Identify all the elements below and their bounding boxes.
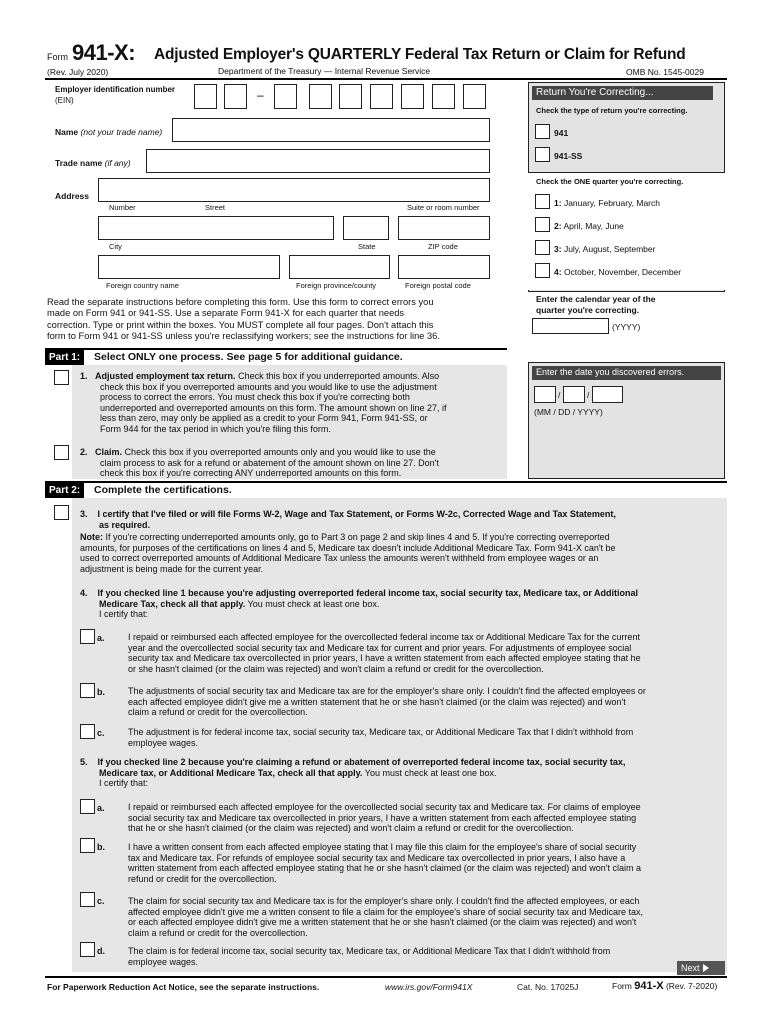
paperwork-notice: For Paperwork Reduction Act Notice, see the separate instructions. [47, 982, 320, 992]
checkbox-4c[interactable] [80, 724, 95, 739]
foreign-country-field[interactable] [98, 255, 280, 279]
ein-dash: – [257, 88, 264, 102]
foreign-province-label: Foreign province/county [296, 281, 377, 290]
ein-digit-7[interactable] [401, 84, 424, 109]
checkbox-q4[interactable] [535, 263, 550, 278]
line5a-letter: a. [97, 803, 105, 813]
checkbox-5d[interactable] [80, 942, 95, 957]
checkbox-5c[interactable] [80, 892, 95, 907]
checkbox-line1[interactable] [54, 370, 69, 385]
return-panel-title: Return You're Correcting... [532, 86, 713, 100]
date-slash-1: / [558, 390, 561, 400]
check-type-text: Check the type of return you're correcting. [536, 106, 688, 115]
omb-number: OMB No. 1545-0029 [626, 67, 704, 77]
date-day-field[interactable] [563, 386, 585, 403]
note-text: Note: If you're correcting underreported amounts only, go to Part 3 on page 2 and skip lines 4 and 5. If you're correcting overreported amounts, for purposes of the certifications on lines 4 and 5, Medicare tax doesn't include Additional Medicare Tax. Form 941-X can't be used to correct overreported amounts of Additional Medicare Tax unless the amounts weren't withheld from employee wages or an adjustment is being made for the current year. [80, 532, 616, 574]
line4b-letter: b. [97, 687, 105, 697]
next-label: Next [681, 963, 700, 973]
arrow-right-icon [703, 964, 709, 972]
q4-label: 4: October, November, December [554, 267, 682, 277]
address-street-field[interactable] [98, 178, 490, 202]
opt-941-label: 941 [554, 128, 569, 138]
line4a-text: I repaid or reimbursed each affected employee for the overcollected federal income tax or Additional Medicare Tax for the current year and the overcollected social security tax and Medicare tax for current and prior years. For adjustments of employee social security tax and Medicare tax overcollected in prior years, I have a written statement from each affected employee stating that he or she hasn't claimed (or the claim was rejected) and won't claim a refund or credit for the overcollection. [128, 632, 641, 674]
opt-941ss-label: 941-SS [554, 151, 583, 161]
checkbox-line2[interactable] [54, 445, 69, 460]
ein-digit-1[interactable] [194, 84, 217, 109]
trade-name-label: Trade name (if any) [55, 158, 131, 168]
ein-digit-5[interactable] [339, 84, 362, 109]
footer-form: Form 941-X (Rev. 7-2020) [612, 980, 718, 992]
foreign-province-field[interactable] [289, 255, 390, 279]
checkbox-q3[interactable] [535, 240, 550, 255]
intro-text: Read the separate instructions before completing this form. Use this form to correct errors you made on Form 941 or 941-SS. Use a separate Form 941-X for each quarter that needs correction. Type or print within the boxes. You MUST complete all four pages. Don't attach this form to Form 941 or 941-SS unless you're reclassifying workers; see the instructions for line 36. [47, 297, 440, 341]
zip-label: ZIP code [428, 242, 458, 251]
date-panel-title: Enter the date you discovered errors. [532, 366, 721, 380]
header-rule [45, 78, 727, 80]
date-year-field[interactable] [592, 386, 623, 403]
ein-digit-8[interactable] [432, 84, 455, 109]
line4-text: 4. If you checked line 1 because you're adjusting overreported federal income tax, social security tax, Medicare tax, or Additional Medicare Tax, check all that apply. You must check at least one box. I certify that: [80, 588, 639, 619]
trade-name-field[interactable] [146, 149, 490, 173]
state-field[interactable] [343, 216, 389, 240]
checkbox-q2[interactable] [535, 217, 550, 232]
rev-date: (Rev. July 2020) [47, 67, 109, 77]
checkbox-line3[interactable] [54, 505, 69, 520]
suite-label: Suite or room number [407, 203, 480, 212]
form-title: Adjusted Employer's QUARTERLY Federal Tax Return or Claim for Refund [154, 46, 686, 63]
line5-text: 5. If you checked line 2 because you're claiming a refund or abatement of overreported federal income tax, social security tax, Medicare tax, or Additional Medicare Tax, check all that apply. You must check at least one box. I certify that: [80, 757, 626, 788]
line5a-text: I repaid or reimbursed each affected employee for the overcollected social security tax and Medicare tax. For claims of employee social security tax and Medicare tax overcollected in prior years, I have a written statement from each affected employee stating that he or she hasn't claimed (or the claim was rejected) and won't claim a refund or credit for the overcollection. [128, 802, 641, 833]
address-label: Address [55, 191, 90, 201]
line5c-letter: c. [97, 896, 105, 906]
line4a-letter: a. [97, 633, 105, 643]
date-slash-2: / [587, 390, 590, 400]
form-number: 941-X: [72, 40, 136, 65]
year-label: Enter the calendar year of the quarter you're correcting. [536, 294, 656, 315]
line4c-letter: c. [97, 728, 105, 738]
checkbox-4a[interactable] [80, 629, 95, 644]
city-label: City [109, 242, 122, 251]
part1-rule [45, 348, 507, 350]
line4b-text: The adjustments of social security tax and Medicare tax are for the employer's share only. I couldn't find the affected employees or each affected employee didn't give me a written statement that he or she hasn't claimed (or the claim was rejected) and won't claim a refund or credit for the overcollection. [128, 686, 646, 717]
street-label: Street [205, 203, 226, 212]
foreign-country-label: Foreign country name [106, 281, 179, 290]
name-label: Name (not your trade name) [55, 127, 163, 137]
ein-digit-4[interactable] [309, 84, 332, 109]
name-field[interactable] [172, 118, 490, 142]
q1-label: 1: January, February, March [554, 198, 660, 208]
line5b-text: I have a written consent from each affected employee stating that I may file this claim for the employee's share of social security tax and Medicare tax. For refunds of employee social security tax and Medicare tax overcollected in prior years, I also have a written statement from each affected employee stating that he or she hasn't claimed (or the claim was rejected) and won't claim a refund or credit for the overcollection. [128, 842, 642, 884]
check-quarter-text: Check the ONE quarter you're correcting. [536, 177, 684, 186]
line5c-text: The claim for social security tax and Medicare tax is for the employer's share only. I couldn't find the affected employees, or each affected employee didn't give me a written consent to file a claim for the employee's share of social security tax and Medicare tax, or each affected employee didn't give me a written statement that he or she hasn't claimed (or the claim was rejected) and won't claim a refund or credit for the overcollection. [128, 896, 644, 938]
checkbox-5a[interactable] [80, 799, 95, 814]
line4c-text: The adjustment is for federal income tax, social security tax, Medicare tax, or Additional Medicare Tax that I didn't withhold from employee wages. [128, 727, 634, 748]
q2-label: 2: April, May, June [554, 221, 624, 231]
yyyy-label: (YYYY) [612, 322, 641, 332]
checkbox-4b[interactable] [80, 683, 95, 698]
line3-text: 3. I certify that I've filed or will file Forms W-2, Wage and Tax Statement, or Forms W-2c, Corrected Wage and Tax Statement, as required. [80, 509, 616, 530]
form-url: www.irs.gov/Form941X [385, 982, 473, 992]
line5b-letter: b. [97, 842, 105, 852]
number-label: Number [109, 203, 136, 212]
date-format-label: (MM / DD / YYYY) [534, 407, 603, 417]
checkbox-q1[interactable] [535, 194, 550, 209]
foreign-postal-field[interactable] [398, 255, 490, 279]
footer-rule [45, 976, 727, 978]
city-field[interactable] [98, 216, 334, 240]
part1-tag: Part 1: [45, 350, 84, 365]
part2-rule [45, 481, 727, 483]
ein-label: Employer identification number (EIN) [55, 85, 176, 105]
ein-digit-2[interactable] [224, 84, 247, 109]
state-label: State [358, 242, 376, 251]
part2-title: Complete the certifications. [94, 484, 232, 496]
ein-digit-9[interactable] [463, 84, 486, 109]
line5d-text: The claim is for federal income tax, social security tax, Medicare tax, or Additional Medicare Tax that I didn't withhold from employee wages. [128, 946, 611, 967]
line1-text: 1. Adjusted employment tax return. Check this box if you underreported amounts. Also check this box if you overreported amounts and you would like to use the adjustment process to correct the errors. You must check this box if you're correcting both underreported and overreported amounts on this form. The amount shown on line 27, if less than zero, may only be applied as a credit to your Form 941, Form 941-SS, or Form 944 for the tax period in which you're filing this form. [80, 371, 447, 434]
line2-text: 2. Claim. Check this box if you overreported amounts only and you would like to use the claim process to ask for a refund or abatement of the amount shown on line 27. Don't check this box if you're correcting ANY underreported amounts on this form. [80, 447, 439, 478]
checkbox-941[interactable] [535, 124, 550, 139]
checkbox-5b[interactable] [80, 838, 95, 853]
part1-title: Select ONLY one process. See page 5 for additional guidance. [94, 351, 403, 363]
q3-label: 3: July, August, September [554, 244, 656, 254]
part2-tag: Part 2: [45, 483, 84, 498]
next-button[interactable] [677, 961, 725, 975]
ein-digit-3[interactable] [274, 84, 297, 109]
checkbox-941ss[interactable] [535, 147, 550, 162]
year-field[interactable] [532, 318, 609, 334]
form-word: Form [47, 52, 68, 62]
line5d-letter: d. [97, 946, 105, 956]
ein-digit-6[interactable] [370, 84, 393, 109]
department: Department of the Treasury — Internal Revenue Service [218, 66, 431, 76]
cat-number: Cat. No. 17025J [517, 982, 579, 992]
date-month-field[interactable] [534, 386, 556, 403]
zip-field[interactable] [398, 216, 490, 240]
foreign-postal-label: Foreign postal code [405, 281, 471, 290]
